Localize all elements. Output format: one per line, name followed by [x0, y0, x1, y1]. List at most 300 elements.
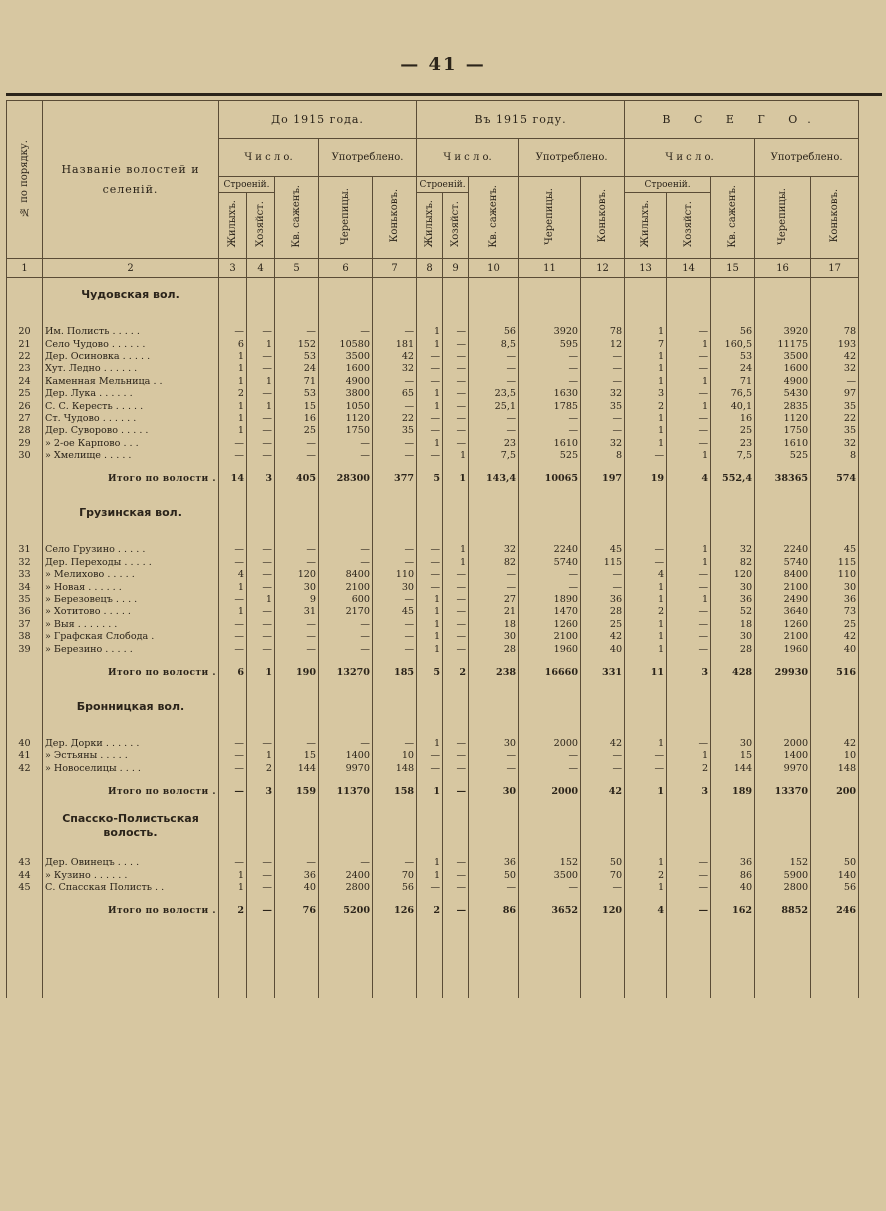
- empty-cell: [625, 843, 667, 857]
- value-cell: —: [469, 413, 519, 425]
- table-row: [7, 400, 859, 412]
- empty-cell: [275, 843, 319, 857]
- header-count-1: Ч и с л о.: [219, 139, 319, 177]
- value-cell: —: [667, 606, 711, 618]
- value-cell: —: [247, 869, 275, 881]
- value-cell: —: [219, 326, 247, 338]
- empty-cell: [711, 690, 755, 724]
- volost-name: Бронницкая вол.: [43, 690, 219, 724]
- empty-cell: [625, 530, 667, 544]
- value-cell: —: [373, 450, 417, 462]
- empty-cell: [275, 724, 319, 738]
- value-cell: 1: [667, 594, 711, 606]
- value-cell: 45: [811, 544, 859, 556]
- value-cell: —: [667, 388, 711, 400]
- value-cell: —: [319, 631, 373, 643]
- empty-cell: [319, 496, 373, 530]
- value-cell: 30: [373, 581, 417, 593]
- value-cell: 71: [711, 376, 755, 388]
- value-cell: —: [219, 763, 247, 775]
- value-cell: —: [581, 363, 625, 375]
- value-cell: 52: [711, 606, 755, 618]
- total-value: 143,4: [469, 462, 519, 496]
- value-cell: 2100: [519, 631, 581, 643]
- empty-cell: [469, 530, 519, 544]
- empty-cell: [219, 843, 247, 857]
- empty-cell: [443, 724, 469, 738]
- table-row: [7, 619, 859, 631]
- total-value: [7, 894, 43, 928]
- table-row: [7, 606, 859, 618]
- row-number: 25: [7, 388, 43, 400]
- empty-cell: [247, 690, 275, 724]
- total-value: 1: [247, 656, 275, 690]
- value-cell: 2240: [519, 544, 581, 556]
- total-value: —: [443, 894, 469, 928]
- value-cell: 2: [625, 606, 667, 618]
- value-cell: —: [667, 326, 711, 338]
- empty-cell: [469, 278, 519, 313]
- value-cell: 6: [219, 338, 247, 350]
- value-cell: 1: [219, 581, 247, 593]
- value-cell: 50: [469, 869, 519, 881]
- value-cell: 193: [811, 338, 859, 350]
- value-cell: 15: [711, 750, 755, 762]
- page-number: — 41 —: [400, 54, 486, 75]
- value-cell: —: [581, 425, 625, 437]
- value-cell: —: [247, 581, 275, 593]
- header-used-3: Употреблено.: [755, 139, 859, 177]
- value-cell: —: [667, 857, 711, 869]
- empty-cell: [373, 530, 417, 544]
- table-row: [7, 750, 859, 762]
- empty-cell: [667, 690, 711, 724]
- row-number: 26: [7, 400, 43, 412]
- settlement-name: » Выя . . . . . . .: [43, 619, 219, 631]
- value-cell: 1: [247, 400, 275, 412]
- value-cell: —: [219, 450, 247, 462]
- value-cell: 8: [811, 450, 859, 462]
- header-sqsazhen-3: Кв. саженъ.: [711, 177, 755, 259]
- value-cell: —: [417, 557, 443, 569]
- value-cell: 152: [755, 857, 811, 869]
- empty-cell: [443, 690, 469, 724]
- value-cell: 56: [811, 882, 859, 894]
- value-cell: 25: [275, 425, 319, 437]
- table-row: [7, 413, 859, 425]
- empty-cell: [667, 312, 711, 326]
- value-cell: —: [247, 882, 275, 894]
- empty-cell: [469, 809, 519, 843]
- empty-cell: [667, 724, 711, 738]
- value-cell: 25: [581, 619, 625, 631]
- empty-cell: [417, 690, 443, 724]
- empty-cell: [519, 496, 581, 530]
- total-value: 5: [417, 656, 443, 690]
- value-cell: —: [625, 763, 667, 775]
- volost-name: Грузинская вол.: [43, 496, 219, 530]
- value-cell: 1600: [319, 363, 373, 375]
- value-cell: —: [319, 557, 373, 569]
- value-cell: —: [373, 544, 417, 556]
- total-value: 4: [667, 462, 711, 496]
- value-cell: —: [247, 388, 275, 400]
- value-cell: 42: [811, 738, 859, 750]
- empty-cell: [417, 278, 443, 313]
- empty-cell: [247, 530, 275, 544]
- empty-cell: [319, 724, 373, 738]
- value-cell: 1750: [319, 425, 373, 437]
- value-cell: —: [275, 738, 319, 750]
- value-cell: 30: [275, 581, 319, 593]
- total-value: 516: [811, 656, 859, 690]
- empty-cell: [7, 809, 43, 843]
- value-cell: 600: [319, 594, 373, 606]
- value-cell: 8,5: [469, 338, 519, 350]
- empty-cell: [811, 690, 859, 724]
- empty-cell: [811, 843, 859, 857]
- value-cell: 25,1: [469, 400, 519, 412]
- value-cell: 40: [811, 643, 859, 655]
- value-cell: —: [581, 376, 625, 388]
- empty-cell: [417, 312, 443, 326]
- value-cell: —: [519, 882, 581, 894]
- value-cell: 1: [625, 581, 667, 593]
- row-number: 43: [7, 857, 43, 869]
- row-number: 41: [7, 750, 43, 762]
- empty-cell: [275, 312, 319, 326]
- empty-cell: [43, 928, 219, 998]
- table-row: [7, 581, 859, 593]
- value-cell: —: [443, 400, 469, 412]
- value-cell: —: [247, 857, 275, 869]
- header-tiles-1: Черепицы.: [319, 177, 373, 259]
- value-cell: —: [247, 557, 275, 569]
- value-cell: 82: [711, 557, 755, 569]
- value-cell: —: [443, 338, 469, 350]
- value-cell: 1: [625, 857, 667, 869]
- value-cell: —: [247, 351, 275, 363]
- empty-cell: [667, 530, 711, 544]
- empty-cell: [247, 724, 275, 738]
- value-cell: 36: [811, 594, 859, 606]
- value-cell: 42: [811, 631, 859, 643]
- value-cell: —: [373, 631, 417, 643]
- value-cell: 53: [275, 351, 319, 363]
- value-cell: 40: [275, 882, 319, 894]
- total-value: 3: [247, 775, 275, 809]
- empty-cell: [7, 530, 43, 544]
- settlement-name: Дер. Суворово . . . . .: [43, 425, 219, 437]
- statistics-table: [6, 100, 859, 998]
- total-value: 11370: [319, 775, 373, 809]
- row-number: 22: [7, 351, 43, 363]
- value-cell: 1400: [755, 750, 811, 762]
- value-cell: 144: [275, 763, 319, 775]
- row-number: 28: [7, 425, 43, 437]
- row-number: 36: [7, 606, 43, 618]
- value-cell: 1: [219, 606, 247, 618]
- value-cell: 1: [417, 643, 443, 655]
- column-number: 12: [581, 259, 625, 278]
- value-cell: 1: [625, 631, 667, 643]
- total-value: 5200: [319, 894, 373, 928]
- empty-cell: [43, 724, 219, 738]
- value-cell: 1: [625, 413, 667, 425]
- value-cell: 1: [625, 351, 667, 363]
- total-value: 6: [219, 656, 247, 690]
- value-cell: —: [373, 400, 417, 412]
- empty-cell: [625, 809, 667, 843]
- header-count-2: Ч и с л о.: [417, 139, 519, 177]
- header-residential-1: Жилыхъ.: [219, 193, 247, 259]
- value-cell: 36: [275, 869, 319, 881]
- empty-cell: [219, 530, 247, 544]
- empty-cell: [625, 496, 667, 530]
- value-cell: 1: [417, 869, 443, 881]
- value-cell: —: [275, 557, 319, 569]
- settlement-name: » Новая . . . . . .: [43, 581, 219, 593]
- value-cell: —: [443, 738, 469, 750]
- value-cell: —: [247, 363, 275, 375]
- value-cell: —: [219, 631, 247, 643]
- value-cell: —: [469, 763, 519, 775]
- header-used-2: Употреблено.: [519, 139, 625, 177]
- settlement-name: » Кузино . . . . . .: [43, 869, 219, 881]
- value-cell: —: [417, 413, 443, 425]
- value-cell: 24: [711, 363, 755, 375]
- total-value: 13270: [319, 656, 373, 690]
- empty-cell: [443, 843, 469, 857]
- value-cell: 1: [625, 326, 667, 338]
- value-cell: —: [417, 376, 443, 388]
- empty-cell: [811, 312, 859, 326]
- value-cell: 1: [417, 631, 443, 643]
- value-cell: —: [373, 619, 417, 631]
- value-cell: —: [275, 643, 319, 655]
- empty-cell: [469, 690, 519, 724]
- value-cell: 1: [247, 338, 275, 350]
- value-cell: 36: [469, 857, 519, 869]
- value-cell: —: [667, 569, 711, 581]
- value-cell: 1: [417, 606, 443, 618]
- column-number: 8: [417, 259, 443, 278]
- empty-cell: [319, 530, 373, 544]
- row-number: 40: [7, 738, 43, 750]
- value-cell: 35: [373, 425, 417, 437]
- value-cell: —: [373, 376, 417, 388]
- table-row: [7, 425, 859, 437]
- total-value: 42: [581, 775, 625, 809]
- value-cell: —: [469, 351, 519, 363]
- column-number: 13: [625, 259, 667, 278]
- table-row: [7, 631, 859, 643]
- empty-cell: [275, 278, 319, 313]
- value-cell: 16: [275, 413, 319, 425]
- value-cell: 1: [219, 351, 247, 363]
- value-cell: —: [247, 438, 275, 450]
- value-cell: 12: [581, 338, 625, 350]
- empty-cell: [667, 278, 711, 313]
- value-cell: —: [443, 882, 469, 894]
- empty-cell: [711, 530, 755, 544]
- value-cell: 3920: [519, 326, 581, 338]
- empty-cell: [275, 928, 319, 998]
- settlement-name: » Хмелище . . . . .: [43, 450, 219, 462]
- value-cell: —: [667, 619, 711, 631]
- value-cell: 30: [711, 738, 755, 750]
- column-number: 5: [275, 259, 319, 278]
- value-cell: —: [247, 606, 275, 618]
- total-value: 185: [373, 656, 417, 690]
- settlement-name: » Хотитово . . . . .: [43, 606, 219, 618]
- header-household-2: Хозяйст.: [443, 193, 469, 259]
- value-cell: —: [373, 594, 417, 606]
- empty-cell: [247, 496, 275, 530]
- value-cell: —: [469, 363, 519, 375]
- total-value: 126: [373, 894, 417, 928]
- value-cell: 53: [711, 351, 755, 363]
- empty-cell: [7, 278, 43, 313]
- value-cell: 42: [373, 351, 417, 363]
- value-cell: —: [417, 569, 443, 581]
- value-cell: 2: [625, 869, 667, 881]
- empty-cell: [443, 496, 469, 530]
- value-cell: 2100: [755, 581, 811, 593]
- value-cell: 1630: [519, 388, 581, 400]
- row-number: 37: [7, 619, 43, 631]
- settlement-name: » 2-ое Карпово . . .: [43, 438, 219, 450]
- header-residential-3: Жилыхъ.: [625, 193, 667, 259]
- value-cell: —: [319, 643, 373, 655]
- value-cell: 36: [711, 857, 755, 869]
- value-cell: 5740: [519, 557, 581, 569]
- empty-cell: [519, 843, 581, 857]
- total-value: [7, 656, 43, 690]
- total-value: 86: [469, 894, 519, 928]
- empty-cell: [43, 530, 219, 544]
- value-cell: —: [219, 643, 247, 655]
- value-cell: —: [319, 738, 373, 750]
- value-cell: —: [443, 581, 469, 593]
- value-cell: —: [811, 376, 859, 388]
- value-cell: —: [443, 413, 469, 425]
- settlement-name: Дер. Осиновка . . . . .: [43, 351, 219, 363]
- column-number: 9: [443, 259, 469, 278]
- value-cell: 152: [275, 338, 319, 350]
- value-cell: 2400: [319, 869, 373, 881]
- empty-cell: [417, 843, 443, 857]
- value-cell: 35: [811, 425, 859, 437]
- value-cell: —: [667, 643, 711, 655]
- value-cell: 28: [581, 606, 625, 618]
- value-cell: —: [275, 619, 319, 631]
- value-cell: —: [417, 882, 443, 894]
- table-row: [7, 388, 859, 400]
- table-row: [7, 376, 859, 388]
- value-cell: 1: [667, 376, 711, 388]
- row-number: 33: [7, 569, 43, 581]
- value-cell: 35: [811, 400, 859, 412]
- value-cell: —: [443, 606, 469, 618]
- value-cell: 35: [581, 400, 625, 412]
- value-cell: —: [247, 738, 275, 750]
- value-cell: —: [443, 594, 469, 606]
- column-number: 14: [667, 259, 711, 278]
- empty-cell: [519, 690, 581, 724]
- value-cell: 1: [417, 619, 443, 631]
- value-cell: 16: [711, 413, 755, 425]
- settlement-name: » Эстьяны . . . . .: [43, 750, 219, 762]
- value-cell: 1: [417, 438, 443, 450]
- total-value: 405: [275, 462, 319, 496]
- value-cell: 10580: [319, 338, 373, 350]
- value-cell: 4: [219, 569, 247, 581]
- value-cell: 3500: [755, 351, 811, 363]
- value-cell: 28: [469, 643, 519, 655]
- spacer-row: [7, 312, 859, 326]
- value-cell: 525: [755, 450, 811, 462]
- value-cell: 56: [373, 882, 417, 894]
- value-cell: 1: [417, 857, 443, 869]
- value-cell: —: [469, 882, 519, 894]
- value-cell: 1785: [519, 400, 581, 412]
- value-cell: 1: [625, 376, 667, 388]
- empty-cell: [373, 724, 417, 738]
- value-cell: 45: [373, 606, 417, 618]
- value-cell: 120: [275, 569, 319, 581]
- total-value: —: [219, 775, 247, 809]
- value-cell: —: [373, 326, 417, 338]
- value-cell: 1960: [519, 643, 581, 655]
- value-cell: —: [417, 581, 443, 593]
- row-number: 31: [7, 544, 43, 556]
- value-cell: —: [319, 857, 373, 869]
- value-cell: 110: [373, 569, 417, 581]
- total-value: 13370: [755, 775, 811, 809]
- volost-header-row: [7, 809, 859, 843]
- total-value: 1: [625, 775, 667, 809]
- table-row: [7, 738, 859, 750]
- value-cell: —: [219, 594, 247, 606]
- row-number: 38: [7, 631, 43, 643]
- total-value: 1: [443, 462, 469, 496]
- value-cell: —: [247, 569, 275, 581]
- value-cell: 22: [373, 413, 417, 425]
- empty-cell: [755, 278, 811, 313]
- column-number: 6: [319, 259, 373, 278]
- value-cell: 110: [811, 569, 859, 581]
- value-cell: 1: [417, 338, 443, 350]
- settlement-name: » Березино . . . . .: [43, 643, 219, 655]
- total-value: 3: [667, 656, 711, 690]
- settlement-name: Им. Полисть . . . . .: [43, 326, 219, 338]
- value-cell: 1: [417, 326, 443, 338]
- value-cell: —: [443, 643, 469, 655]
- value-cell: —: [319, 438, 373, 450]
- value-cell: —: [443, 425, 469, 437]
- empty-cell: [469, 928, 519, 998]
- value-cell: —: [581, 569, 625, 581]
- value-cell: 1750: [755, 425, 811, 437]
- value-cell: 1: [625, 643, 667, 655]
- value-cell: 30: [711, 631, 755, 643]
- settlement-name: Каменная Мельница . .: [43, 376, 219, 388]
- table-row: [7, 857, 859, 869]
- total-value: 1: [417, 775, 443, 809]
- volost-name: Спасско-Полистьская волость.: [43, 809, 219, 843]
- value-cell: 36: [711, 594, 755, 606]
